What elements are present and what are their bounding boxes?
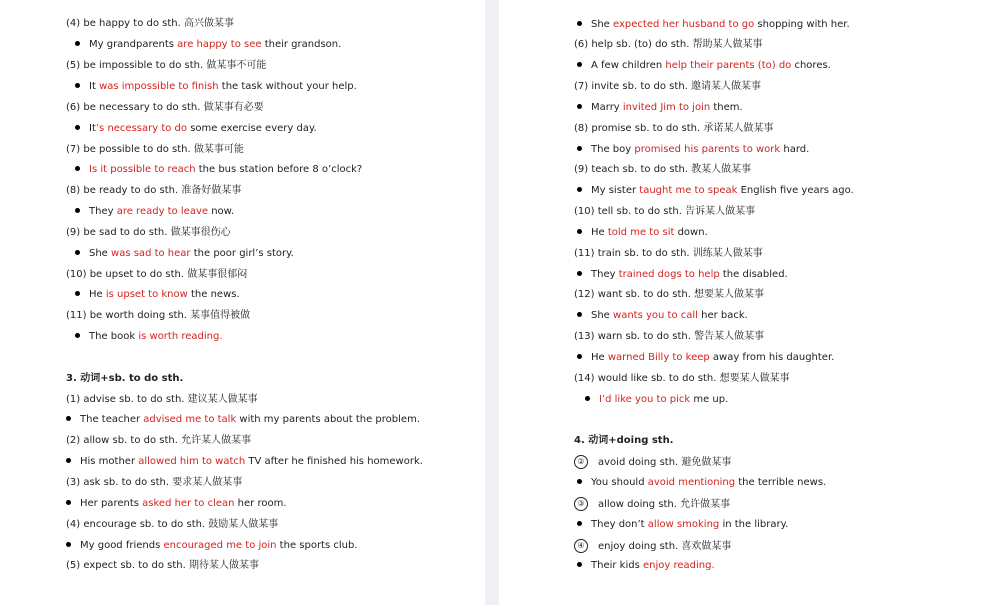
example-sentence bbox=[577, 309, 748, 323]
bullet-icon bbox=[577, 479, 582, 484]
sentence-text: Their kids bbox=[591, 560, 643, 571]
bullet-icon bbox=[577, 21, 582, 26]
sentence-text: TV after he finished his homework. bbox=[245, 456, 423, 467]
example-sentence bbox=[585, 393, 728, 407]
sentence-text: the terrible news. bbox=[735, 477, 827, 488]
highlighted-phrase: told me to sit bbox=[607, 227, 675, 238]
sentence-text: They don’t bbox=[591, 519, 648, 530]
section-heading: 4. 动词+doing sth. bbox=[574, 435, 674, 446]
sentence-text: It bbox=[89, 123, 96, 134]
highlighted-phrase: trained dogs to help bbox=[618, 269, 720, 280]
sentence-text: the news. bbox=[187, 289, 240, 300]
example-sentence bbox=[577, 184, 854, 198]
sentence-text: He bbox=[89, 289, 106, 300]
phrase-item: (7) invite sb. to do sth. 邀请某人做某事 bbox=[574, 81, 762, 92]
bullet-icon bbox=[75, 166, 80, 171]
bullet-icon bbox=[75, 291, 80, 296]
example-sentence bbox=[75, 163, 362, 177]
sentence-text: They bbox=[591, 269, 619, 280]
bullet-icon bbox=[577, 312, 582, 317]
sentence-text: She bbox=[591, 310, 614, 321]
example-sentence bbox=[75, 80, 357, 94]
sentence-text: me up. bbox=[690, 394, 729, 405]
sentence-text: The boy bbox=[591, 144, 635, 155]
highlighted-phrase: asked her to clean bbox=[142, 498, 235, 509]
phrase-item: (9) teach sb. to do sth. 教某人做某事 bbox=[574, 164, 752, 175]
phrase-item: (9) be sad to do sth. 做某事很伤心 bbox=[66, 227, 231, 238]
sentence-text: them. bbox=[710, 102, 743, 113]
highlighted-phrase: allow smoking bbox=[647, 519, 720, 530]
sentence-text: the sports club. bbox=[276, 540, 358, 551]
phrase-item: (12) want sb. to do sth. 想要某人做某事 bbox=[574, 289, 765, 300]
bullet-icon bbox=[75, 41, 80, 46]
example-sentence bbox=[577, 143, 809, 157]
bullet-icon bbox=[577, 146, 582, 151]
phrase-item: (6) help sb. (to) do sth. 帮助某人做某事 bbox=[574, 39, 763, 50]
bullet-icon bbox=[66, 542, 71, 547]
sentence-text: shopping with her. bbox=[754, 19, 850, 30]
sentence-text: My sister bbox=[591, 185, 640, 196]
sentence-text: the task without your help. bbox=[218, 81, 357, 92]
bullet-icon bbox=[577, 229, 582, 234]
sentence-text: He bbox=[591, 227, 608, 238]
sentence-text: English five years ago. bbox=[737, 185, 854, 196]
example-sentence bbox=[66, 497, 287, 511]
circled-number: ② bbox=[574, 455, 588, 469]
sentence-text: the poor girl’s story. bbox=[190, 248, 294, 259]
phrase-item: (14) would like sb. to do sth. 想要某人做某事 bbox=[574, 373, 790, 384]
example-sentence bbox=[577, 351, 834, 365]
highlighted-phrase: wants you to call bbox=[613, 310, 698, 321]
highlighted-phrase: I’d like you to pick bbox=[599, 394, 691, 405]
sentence-text: A few children bbox=[591, 60, 666, 71]
bullet-icon bbox=[577, 521, 582, 526]
bullet-icon bbox=[577, 62, 582, 67]
phrase-item: (5) expect sb. to do sth. 期待某人做某事 bbox=[66, 560, 259, 571]
phrase-item: (1) advise sb. to do sth. 建议某人做某事 bbox=[66, 394, 258, 405]
example-sentence bbox=[75, 247, 294, 261]
sentence-text: chores. bbox=[791, 60, 831, 71]
bullet-icon bbox=[577, 271, 582, 276]
sentence-text: in the library. bbox=[719, 519, 789, 530]
example-sentence bbox=[577, 559, 715, 573]
bullet-icon bbox=[75, 250, 80, 255]
phrase-text: enjoy doing sth. 喜欢做某事 bbox=[598, 541, 732, 552]
highlighted-phrase: was sad to hear bbox=[111, 248, 191, 259]
example-sentence bbox=[75, 288, 240, 302]
sentence-text: some exercise every day. bbox=[187, 123, 317, 134]
highlighted-phrase: are ready to leave bbox=[116, 206, 209, 217]
sentence-text: She bbox=[89, 248, 112, 259]
bullet-icon bbox=[577, 562, 582, 567]
bullet-icon bbox=[585, 396, 590, 401]
numbered-phrase-item bbox=[574, 455, 731, 469]
bullet-icon bbox=[66, 416, 71, 421]
bullet-icon bbox=[577, 187, 582, 192]
phrase-item: (5) be impossible to do sth. 做某事不可能 bbox=[66, 60, 267, 71]
highlighted-phrase: avoid mentioning bbox=[647, 477, 736, 488]
highlighted-phrase: expected her husband to go bbox=[613, 19, 755, 30]
example-sentence bbox=[577, 268, 788, 282]
highlighted-phrase: enjoy reading. bbox=[642, 560, 715, 571]
sentence-text: The book bbox=[89, 331, 139, 342]
circled-number: ③ bbox=[574, 497, 588, 511]
phrase-item: (7) be possible to do sth. 做某事可能 bbox=[66, 144, 244, 155]
sentence-text: She bbox=[591, 19, 614, 30]
phrase-item: (11) train sb. to do sth. 训练某人做某事 bbox=[574, 248, 763, 259]
highlighted-phrase: are happy to see bbox=[177, 39, 262, 50]
highlighted-phrase: ’s necessary to do bbox=[95, 123, 188, 134]
sentence-text: The teacher bbox=[80, 414, 144, 425]
bullet-icon bbox=[75, 333, 80, 338]
bullet-icon bbox=[577, 104, 582, 109]
numbered-phrase-item bbox=[574, 497, 730, 511]
right-document-page bbox=[499, 0, 995, 605]
sentence-text: It bbox=[89, 81, 100, 92]
bullet-icon bbox=[66, 500, 71, 505]
phrase-item: (10) tell sb. to do sth. 告诉某人做某事 bbox=[574, 206, 756, 217]
example-sentence bbox=[577, 59, 831, 73]
sentence-text: down. bbox=[674, 227, 708, 238]
phrase-item: (8) promise sb. to do sth. 承诺某人做某事 bbox=[574, 123, 774, 134]
bullet-icon bbox=[66, 458, 71, 463]
phrase-text: avoid doing sth. 避免做某事 bbox=[598, 457, 732, 468]
phrase-item: (3) ask sb. to do sth. 要求某人做某事 bbox=[66, 477, 243, 488]
highlighted-phrase: help their parents (to) do bbox=[665, 60, 792, 71]
sentence-text: her back. bbox=[697, 310, 748, 321]
sentence-text: away from his daughter. bbox=[709, 352, 835, 363]
sentence-text: My good friends bbox=[80, 540, 164, 551]
bullet-icon bbox=[75, 125, 80, 130]
example-sentence bbox=[75, 38, 341, 52]
highlighted-phrase: is upset to know bbox=[105, 289, 188, 300]
example-sentence bbox=[75, 122, 317, 136]
highlighted-phrase: advised me to talk bbox=[143, 414, 237, 425]
highlighted-phrase: allowed him to watch bbox=[138, 456, 246, 467]
sentence-text: Marry bbox=[591, 102, 623, 113]
highlighted-phrase: Is it possible to reach bbox=[89, 164, 196, 175]
phrase-item: (6) be necessary to do sth. 做某事有必要 bbox=[66, 102, 264, 113]
sentence-text: Her parents bbox=[80, 498, 143, 509]
sentence-text: their grandson. bbox=[261, 39, 342, 50]
circled-number: ④ bbox=[574, 539, 588, 553]
highlighted-phrase: warned Billy to keep bbox=[607, 352, 710, 363]
example-sentence bbox=[66, 413, 420, 427]
example-sentence bbox=[577, 476, 826, 490]
bullet-icon bbox=[75, 208, 80, 213]
example-sentence bbox=[577, 18, 850, 32]
left-document-page bbox=[0, 0, 485, 605]
sentence-text: now. bbox=[208, 206, 235, 217]
example-sentence bbox=[577, 518, 788, 532]
phrase-item: (10) be upset to do sth. 做某事很郁闷 bbox=[66, 269, 248, 280]
sentence-text: My grandparents bbox=[89, 39, 178, 50]
phrase-item: (8) be ready to do sth. 准备好做某事 bbox=[66, 185, 242, 196]
phrase-item: (4) encourage sb. to do sth. 鼓励某人做某事 bbox=[66, 519, 279, 530]
sentence-text: the disabled. bbox=[719, 269, 788, 280]
sentence-text: He bbox=[591, 352, 608, 363]
sentence-text: You should bbox=[591, 477, 648, 488]
phrase-item: (11) be worth doing sth. 某事值得被做 bbox=[66, 310, 251, 321]
highlighted-phrase: was impossible to finish bbox=[99, 81, 219, 92]
phrase-item: (4) be happy to do sth. 高兴做某事 bbox=[66, 18, 234, 29]
highlighted-phrase: taught me to speak bbox=[639, 185, 738, 196]
sentence-text: the bus station before 8 o’clock? bbox=[195, 164, 363, 175]
highlighted-phrase: encouraged me to join bbox=[163, 540, 277, 551]
bullet-icon bbox=[577, 354, 582, 359]
sentence-text: They bbox=[89, 206, 117, 217]
sentence-text: His mother bbox=[80, 456, 139, 467]
example-sentence bbox=[75, 330, 223, 344]
highlighted-phrase: promised his parents to work bbox=[634, 144, 781, 155]
example-sentence bbox=[577, 226, 708, 240]
highlighted-phrase: is worth reading. bbox=[138, 331, 223, 342]
highlighted-phrase: invited Jim to join bbox=[622, 102, 711, 113]
section-heading: 3. 动词+sb. to do sth. bbox=[66, 373, 184, 384]
bullet-icon bbox=[75, 83, 80, 88]
example-sentence bbox=[66, 455, 423, 469]
numbered-phrase-item bbox=[574, 539, 731, 553]
phrase-text: allow doing sth. 允许做某事 bbox=[598, 499, 731, 510]
sentence-text: hard. bbox=[780, 144, 810, 155]
phrase-item: (13) warn sb. to do sth. 警告某人做某事 bbox=[574, 331, 765, 342]
example-sentence bbox=[75, 205, 234, 219]
example-sentence bbox=[577, 101, 743, 115]
sentence-text: her room. bbox=[234, 498, 287, 509]
phrase-item: (2) allow sb. to do sth. 允许某人做某事 bbox=[66, 435, 252, 446]
sentence-text: with my parents about the problem. bbox=[236, 414, 420, 425]
example-sentence bbox=[66, 539, 358, 553]
